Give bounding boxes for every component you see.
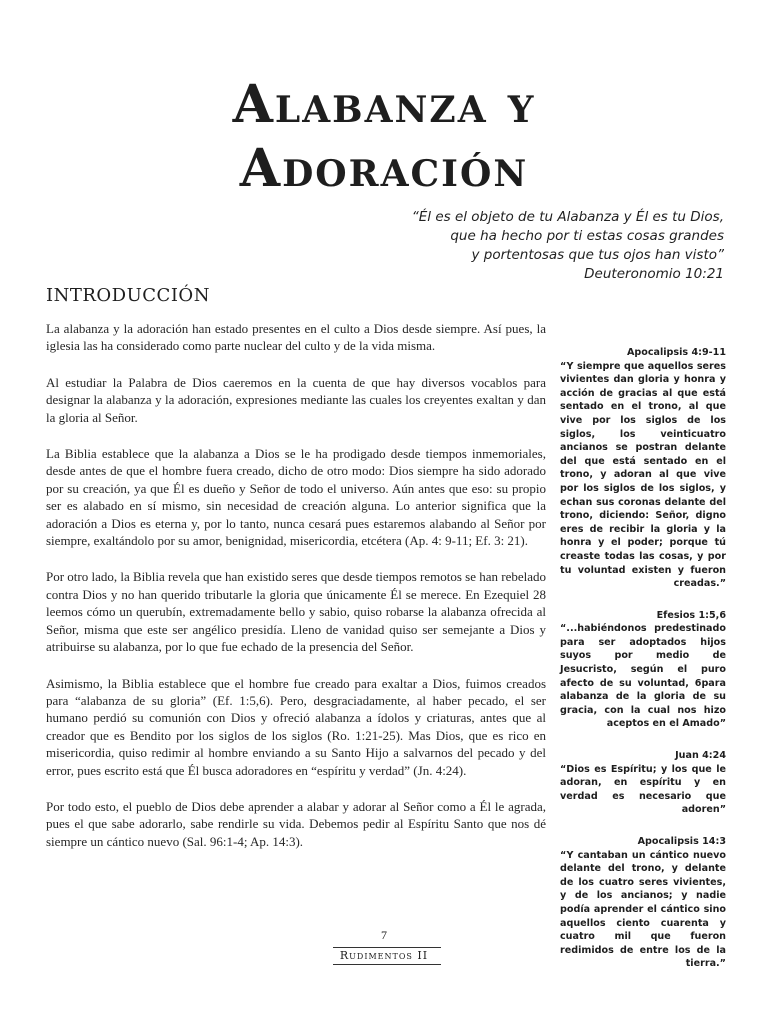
- verse-block: [560, 609, 726, 731]
- verse-reference: Juan 4:24: [675, 750, 726, 762]
- verse-reference: Apocalipsis 4:9-11: [626, 347, 726, 358]
- paragraph-6: Por todo esto, el pueblo de Dios debe aprender a alabar y adorar al Señor como a Él le agrada, pues el que sabe adorarlo, sabe rendirle su vida. Debemos pedir al Espíritu Santo que nos dé siempre un cántico nuevo (Sal. 96:1-4; Ap. 14:3).: [46, 798, 546, 849]
- page-title: [0, 73, 768, 201]
- title-line-1: Alabanza y: [232, 73, 536, 135]
- epigraph-line-3: y portentosas que tus ojos han visto”: [471, 247, 724, 263]
- verse-block: [560, 749, 726, 817]
- verse-text: “Y cantaban un cántico nuevo delante del trono, y delante de los cuatro seres vivientes, y de los ancianos; y nadie podía aprender el cántico sino aquellos ciento cuarenta y cuatro mil que fueron redimidos de entre los de la tierra.”: [560, 849, 726, 970]
- paragraph-4: Por otro lado, la Biblia revela que han existido seres que desde tiempos remotos se han rebelado contra Dios y no han querido tributarle la gloria que únicamente Él se merece. En Ezequiel 28 leemos cómo un querubín, extremadamente bello y sabio, quiso robarse la alabanza ofrecida al Señor, misma que este ser angélico presidía. Lleno de vanidad quiso ser semejante a Dios y atribuirse su alabanza, por lo que fue echado de la presencia del Señor.: [46, 569, 546, 655]
- paragraph-5: Asimismo, la Biblia establece que el hombre fue creado para exaltar a Dios, fuimos creados para “alabanza de su gloria” (Ef. 1:5,6). Pero, desgraciadamente, al haber pecado, el ser humano perdió su comunión con Dios y ofreció alabanza a ídolos y criaturas, antes que al creador que es Bendito por los siglos de los siglos (Ro. 1:21-25). Mas Dios, que es rico en misericordia, quiso redimir al hombre enviando a su Santo Hijo a salvarnos del pecado y del error, pues escrito está que Él busca adoradores en “espíritu y verdad” (Jn. 4:24).: [46, 675, 546, 778]
- verse-text: “Y siempre que aquellos seres vivientes dan gloria y honra y acción de gracias al que está sentado en el trono, al que vive por los siglos de los siglos, los veinticuatro ancianos se postran delante del que está sentado en el trono, y adoran al que vive por los siglos de los siglos, y echan sus coronas delante del trono, diciendo: Señor, digno eres de recibir la gloria y la honra y el poder; porque tú creaste todas las cosas, y por tu voluntad existen y fueron creadas.”: [560, 360, 726, 590]
- verse-reference: Apocalipsis 14:3: [637, 836, 726, 847]
- epigraph-reference: Deuteronomio 10:21: [584, 266, 724, 282]
- title-line-2: Adoración: [239, 137, 529, 199]
- paragraph-2: Al estudiar la Palabra de Dios caeremos en la cuenta de que hay diversos vocablos para designar la alabanza y la adoración, expresiones mediante las cuales los creyentes exaltan y dan la gloria al Señor.: [46, 374, 546, 425]
- footer-rule-top: [333, 947, 441, 948]
- page-number: 7: [381, 928, 387, 942]
- verse-block: [560, 346, 726, 591]
- footer-rule-bottom: [333, 964, 441, 965]
- verse-reference: Efesios 1:5,6: [656, 609, 726, 621]
- main-text-column: [46, 320, 546, 869]
- section-heading: INTRODUCCIÓN: [46, 285, 210, 306]
- paragraph-1: La alabanza y la adoración han estado presentes en el culto a Dios desde siempre. Así pues, la iglesia las ha considerado como parte nuclear del culto y de la vida misma.: [46, 321, 546, 354]
- verse-text: “Dios es Espíritu; y los que le adoran, en espíritu y en verdad es necesario que adoren”: [560, 763, 726, 816]
- epigraph-line-1: “Él es el objeto de tu Alabanza y Él es tu Dios,: [411, 209, 724, 225]
- running-footer-title: Rudimentos II: [339, 949, 429, 962]
- epigraph-line-2: que ha hecho por ti estas cosas grandes: [450, 228, 724, 244]
- paragraph-3: La Biblia establece que la alabanza a Dios se le ha prodigado desde tiempos inmemoriales, desde antes de que el hombre fuera creado, dicho de otro modo: Dios siempre ha sido adorado por su creación, ya que Él es dueño y Señor de todo el universo. Aún antes que eso: su propio ser es alabado en sí mismo, sin necesidad de creación alguna. Lo anterior significa que la adoración a Dios es eterna y, por lo tanto, nunca cesará pues estaremos alabando al Señor por siempre, exaltándolo por su amor, benignidad, misericordia, etcétera (Ap. 4: 9-11; Ef. 3: 21).: [46, 446, 546, 549]
- sidebar-verses: [560, 346, 726, 989]
- epigraph-quote: [304, 208, 724, 284]
- verse-text: “...habiéndonos predestinado para ser adoptados hijos suyos por medio de Jesucristo, según el puro afecto de su voluntad, 6para alabanza de la gloria de su gracia, con la cual nos hizo aceptos en el Amado”: [560, 623, 726, 730]
